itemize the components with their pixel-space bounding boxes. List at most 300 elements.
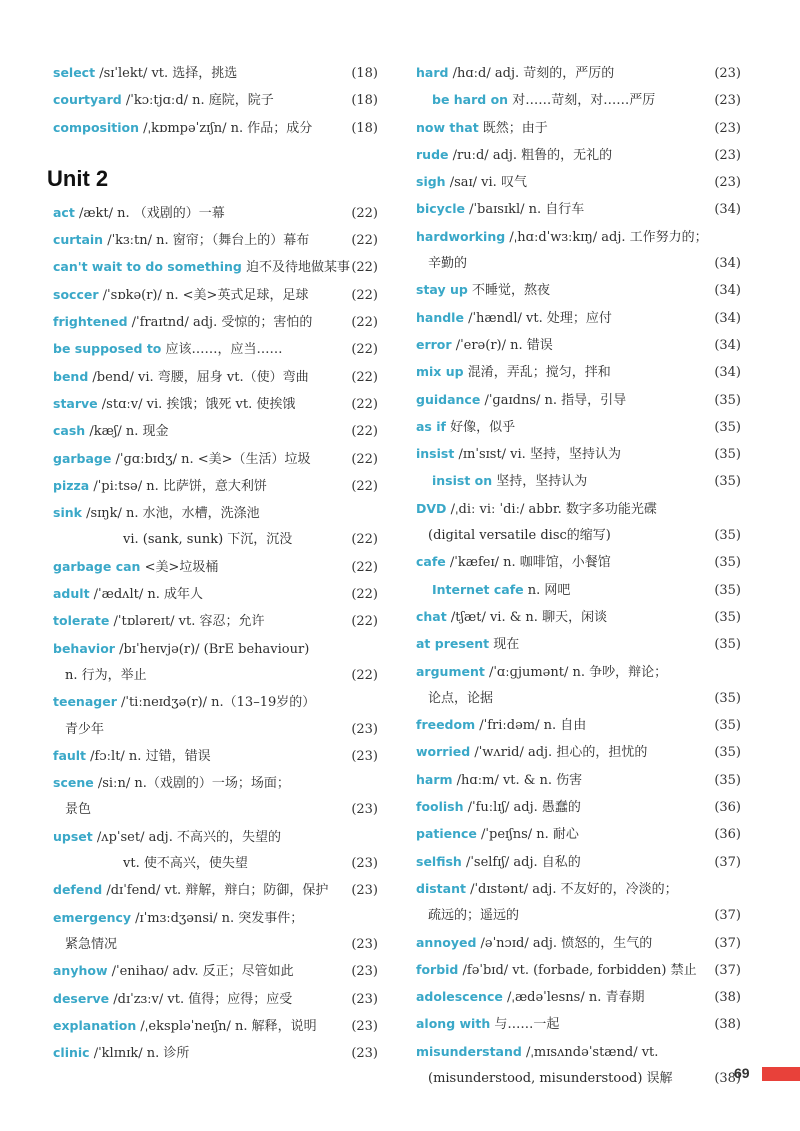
- definition: /hɑːm/ vt. & n. 伤害: [452, 772, 583, 788]
- definition-continuation: 疏远的；遥远的: [428, 908, 520, 924]
- entry-line: [416, 277, 701, 304]
- definition: /hɑːd/ adj. 苛刻的，严厉的: [448, 66, 615, 81]
- definition: /ˈɑːɡjumənt/ n. 争吵，辩论；: [484, 664, 668, 680]
- vocab-entry: [416, 1011, 741, 1038]
- page-reference: (37): [714, 935, 741, 951]
- headword: adult: [53, 586, 90, 602]
- definition: /ˌhɑːdˈwɜːkɪŋ/ adj. 工作努力的；: [505, 229, 708, 245]
- headword: now that: [416, 119, 479, 135]
- definition: <美>垃圾桶: [140, 559, 219, 575]
- definition: /ækt/ n. （戏剧的）一幕: [74, 205, 225, 221]
- vocab-entry: [416, 332, 741, 359]
- definition: /əˈnɔɪd/ adj. 愤怒的，生气的: [476, 935, 653, 951]
- headword: misunderstand: [416, 1043, 522, 1059]
- entry-line: [416, 60, 701, 87]
- entry-line: [416, 957, 701, 984]
- definition: /ˌmɪsʌndəˈstænd/ vt.: [521, 1044, 659, 1060]
- headword: be supposed to: [53, 341, 162, 357]
- definition: /saɪ/ vi. 叹气: [445, 175, 527, 191]
- headword: foolish: [416, 799, 464, 815]
- definition: 现在: [489, 637, 520, 653]
- entry-line: [416, 631, 701, 658]
- entry-line: [416, 604, 701, 631]
- page-reference: (22): [351, 287, 378, 303]
- definition: /dɪˈzɜːv/ vt. 值得；应得；应受: [109, 991, 293, 1007]
- vocab-entry: [416, 359, 741, 386]
- headword: clinic: [53, 1045, 90, 1061]
- entry-line: [416, 196, 701, 223]
- entry-line: [53, 227, 338, 254]
- vocab-entry: [416, 196, 741, 223]
- entry-line: [53, 364, 338, 391]
- entry-line: [416, 739, 701, 766]
- headword: hard: [416, 65, 449, 80]
- page-reference: (35): [714, 392, 741, 408]
- vocab-entry: [416, 169, 741, 196]
- vocab-entry: [416, 224, 741, 278]
- vocab-entry: [53, 87, 378, 114]
- vocab-entry: [416, 142, 741, 169]
- definition: /ɪnˈsɪst/ vi. 坚持，坚持认为: [454, 447, 621, 463]
- page-reference: (22): [351, 369, 378, 385]
- definition: /ˈfuːlɪʃ/ adj. 愚蠢的: [463, 800, 581, 816]
- headword: chat: [416, 608, 447, 624]
- page-reference: (23): [714, 120, 741, 136]
- entry-line: [416, 1011, 701, 1038]
- definition: /ˈhændl/ vt. 处理；应付: [463, 310, 612, 326]
- headword: garbage: [53, 450, 112, 466]
- vocab-entry: [53, 115, 378, 142]
- page-reference: (37): [714, 908, 741, 924]
- definition-continuation: n. 行为，举止: [65, 667, 147, 683]
- headword: rude: [416, 146, 449, 162]
- entry-line: [416, 496, 701, 523]
- entry-line: [53, 200, 338, 227]
- vocab-entry: [416, 549, 741, 576]
- page-number-block: [728, 1064, 800, 1084]
- definition: /kæʃ/ n. 现金: [85, 424, 169, 440]
- entry-line: [53, 1013, 338, 1040]
- headword: distant: [416, 880, 466, 896]
- headword: fault: [53, 747, 87, 763]
- page-reference: (22): [351, 315, 378, 331]
- definition: 不睡觉，熬夜: [467, 283, 550, 299]
- headword: frightened: [53, 314, 128, 330]
- definition: 对……苛刻，对……严厉: [508, 93, 656, 109]
- headword: along with: [416, 1016, 491, 1032]
- page-reference: (23): [714, 147, 741, 163]
- entry-line: [53, 336, 338, 363]
- entry-line: [53, 689, 338, 716]
- definition: /ɪˈmɜːdʒənsi/ n. 突发事件；: [131, 910, 304, 926]
- page-reference: (35): [714, 419, 741, 435]
- page-reference: (35): [714, 528, 741, 544]
- headword: insist on: [432, 473, 493, 489]
- definition: /ˈɡɑːbɪdʒ/ n. <美>（生活）垃圾: [111, 451, 311, 467]
- entry-line: [416, 1039, 701, 1066]
- entry-line: [416, 876, 701, 903]
- entry-line: [416, 359, 701, 386]
- definition: /ˈbaɪsɪkl/ n. 自行车: [464, 202, 585, 218]
- headword: behavior: [53, 640, 115, 656]
- entry-line: [416, 441, 701, 468]
- page-reference: (22): [351, 478, 378, 494]
- entry-line: [53, 554, 338, 581]
- vocab-entry: [53, 391, 378, 418]
- page-reference: (36): [714, 827, 741, 843]
- headword: sink: [53, 505, 82, 521]
- definition: /ruːd/ adj. 粗鲁的，无礼的: [448, 147, 613, 163]
- vocab-list-top: [53, 60, 378, 142]
- headword: act: [53, 204, 75, 220]
- definition: /sɪˈlekt/ vt. 选择，挑选: [95, 66, 238, 81]
- headword: guidance: [416, 391, 481, 407]
- definition: /ˈklɪnɪk/ n. 诊所: [89, 1046, 190, 1062]
- vocab-entry: [53, 309, 378, 336]
- headword: mix up: [416, 364, 464, 380]
- page-accent-bar: [762, 1067, 800, 1081]
- vocab-entry: [53, 689, 378, 743]
- headword: defend: [53, 882, 103, 898]
- vocab-entry: [416, 821, 741, 848]
- page-reference: (22): [351, 205, 378, 221]
- entry-line: [416, 115, 701, 142]
- page-reference: (34): [714, 283, 741, 299]
- page-reference: (35): [714, 690, 741, 706]
- page-reference: (23): [351, 1046, 378, 1062]
- page-reference: (22): [351, 233, 378, 249]
- page-reference: (35): [714, 474, 741, 490]
- page-reference: (35): [714, 447, 741, 463]
- page-reference: (22): [351, 532, 378, 548]
- page-reference: (22): [351, 260, 378, 276]
- vocab-entry: [53, 824, 378, 878]
- entry-line: [416, 849, 701, 876]
- headword: worried: [416, 744, 471, 760]
- page-reference: (36): [714, 800, 741, 816]
- entry-line: [53, 473, 338, 500]
- definition-continuation: 青少年: [65, 721, 105, 737]
- headword: garbage can: [53, 558, 141, 574]
- vocab-entry: [53, 1040, 378, 1067]
- definition: 迫不及待地做某事: [241, 260, 350, 276]
- definition: /bɪˈheɪvjə(r)/ (BrE behaviour): [114, 641, 310, 657]
- headword: freedom: [416, 717, 476, 733]
- vocab-entry: [416, 87, 741, 114]
- entry-line: [53, 87, 338, 114]
- page-reference: (23): [714, 66, 741, 81]
- vocab-entry: [416, 849, 741, 876]
- page-reference: (23): [351, 748, 378, 764]
- definition-continuation: 景色: [65, 802, 92, 818]
- definition: /fəˈbɪd/ vt. (forbade, forbidden) 禁止: [458, 962, 697, 978]
- vocab-entry: [53, 770, 378, 824]
- definition: /ˈenihaʊ/ adv. 反正；尽管如此: [107, 964, 294, 980]
- definition: /ˈkæfeɪ/ n. 咖啡馆，小餐馆: [445, 555, 611, 571]
- entry-line: [53, 115, 338, 142]
- vocab-entry: [416, 659, 741, 713]
- entry-line: [416, 821, 701, 848]
- entry-line: [53, 958, 338, 985]
- entry-line: [53, 309, 338, 336]
- page-reference: (22): [351, 396, 378, 412]
- page-reference: (23): [351, 721, 378, 737]
- page-reference: (22): [351, 451, 378, 467]
- definition: 与……一起: [490, 1017, 560, 1033]
- vocab-entry: [416, 984, 741, 1011]
- headword: curtain: [53, 232, 104, 248]
- headword: soccer: [53, 286, 99, 302]
- definition: /ˈfraɪtnd/ adj. 受惊的；害怕的: [127, 315, 313, 331]
- vocab-entry: [416, 631, 741, 658]
- page-reference: (22): [351, 424, 378, 440]
- entry-line: [53, 581, 338, 608]
- definition: /ˈwʌrid/ adj. 担心的，担忧的: [470, 745, 648, 761]
- headword: adolescence: [416, 989, 503, 1005]
- definition: 混淆，弄乱；搅匀，拌和: [463, 365, 611, 381]
- headword: at present: [416, 636, 490, 652]
- vocab-entry: [416, 794, 741, 821]
- headword: cafe: [416, 554, 446, 570]
- vocab-entry: [416, 604, 741, 631]
- entry-line: [416, 169, 701, 196]
- headword: bicycle: [416, 201, 465, 217]
- definition: /dɪˈfend/ vt. 辩解，辩白；防御，保护: [102, 883, 329, 899]
- definition: /sɪŋk/ n. 水池，水槽，洗涤池: [81, 506, 260, 522]
- entry-line: [53, 60, 338, 87]
- page-reference: (23): [714, 93, 741, 109]
- entry-line: [416, 468, 701, 495]
- vocab-entry: [416, 930, 741, 957]
- headword: selfish: [416, 853, 462, 869]
- vocab-entry: [416, 305, 741, 332]
- entry-line: [416, 794, 701, 821]
- page-reference: (35): [714, 718, 741, 734]
- headword: composition: [53, 119, 140, 135]
- vocab-entry: [53, 636, 378, 690]
- vocab-entry: [416, 414, 741, 441]
- entry-line: [416, 87, 701, 114]
- vocab-entry: [416, 496, 741, 550]
- vocab-entry: [416, 468, 741, 495]
- headword: Internet cafe: [432, 581, 524, 597]
- definition-continuation: 辛勤的: [428, 256, 468, 272]
- headword: emergency: [53, 909, 132, 925]
- page-reference: (23): [351, 1018, 378, 1034]
- vocab-entry: [416, 387, 741, 414]
- vocab-entry: [416, 739, 741, 766]
- vocab-entry: [416, 876, 741, 930]
- right-column: [416, 60, 741, 1092]
- vocab-entry: [53, 336, 378, 363]
- page-reference: (34): [714, 337, 741, 353]
- vocab-entry: [53, 364, 378, 391]
- definition: /fɔːlt/ n. 过错，错误: [86, 748, 211, 764]
- headword: explanation: [53, 1017, 137, 1033]
- vocab-entry: [53, 500, 378, 554]
- page-reference: (37): [714, 962, 741, 978]
- page-reference: (22): [351, 587, 378, 603]
- page-reference: (22): [351, 559, 378, 575]
- vocab-entry: [53, 581, 378, 608]
- vocab-list-unit2: [53, 200, 378, 1068]
- entry-line: [53, 391, 338, 418]
- definition: /ˈerə(r)/ n. 错误: [451, 337, 553, 353]
- headword: argument: [416, 663, 485, 679]
- vocab-list-right: [416, 60, 741, 1092]
- entry-line: [53, 282, 338, 309]
- entry-line: [53, 446, 338, 473]
- definition: /ˈkɜːtn/ n. 窗帘；（舞台上的）幕布: [103, 233, 310, 249]
- vocab-entry: [416, 577, 741, 604]
- page-number: 69: [734, 1065, 750, 1081]
- page-reference: (35): [714, 609, 741, 625]
- entry-line: [416, 577, 701, 604]
- headword: stay up: [416, 282, 468, 298]
- definition: /bend/ vi. 弯腰，屈身 vt.（使）弯曲: [88, 369, 309, 385]
- page-reference: (23): [351, 856, 378, 872]
- entry-line: [416, 659, 701, 686]
- page-reference: (38): [714, 1017, 741, 1033]
- definition: /ˈdɪstənt/ adj. 不友好的，冷淡的；: [465, 881, 678, 897]
- headword: be hard on: [432, 92, 509, 108]
- headword: harm: [416, 771, 453, 787]
- vocab-entry: [53, 60, 378, 87]
- vocab-entry: [416, 712, 741, 739]
- definition: /ˈtiːneɪdʒə(r)/ n.（13–19岁的）: [116, 695, 316, 711]
- headword: pizza: [53, 477, 90, 493]
- headword: forbid: [416, 961, 459, 977]
- entry-line: [416, 332, 701, 359]
- definition-continuation: vi. (sank, sunk) 下沉，沉没: [123, 532, 293, 548]
- headword: bend: [53, 368, 89, 384]
- headword: cash: [53, 423, 86, 439]
- definition: /ˈkɔːtjɑːd/ n. 庭院，院子: [121, 93, 274, 109]
- headword: as if: [416, 418, 446, 434]
- headword: tolerate: [53, 613, 110, 629]
- page-reference: (34): [714, 202, 741, 218]
- page-reference: (22): [351, 342, 378, 358]
- definition: 坚持，坚持认为: [492, 474, 588, 490]
- entry-line: [53, 500, 338, 527]
- vocab-entry: [416, 441, 741, 468]
- entry-line: [416, 305, 701, 332]
- page-reference: (23): [351, 936, 378, 952]
- entry-line: [53, 824, 338, 851]
- definition-continuation: 论点，论据: [428, 690, 494, 706]
- definition: n. 网吧: [523, 582, 571, 598]
- headword: handle: [416, 309, 464, 325]
- definition: /ˈselfɪʃ/ adj. 自私的: [461, 854, 581, 870]
- page-reference: (35): [714, 582, 741, 598]
- entry-line: [416, 142, 701, 169]
- headword: can't wait to do something: [53, 259, 242, 275]
- definition-continuation: (digital versatile disc的缩写): [428, 528, 611, 544]
- headword: hardworking: [416, 228, 506, 244]
- page-reference: (38): [714, 990, 741, 1006]
- definition: /ʌpˈset/ adj. 不高兴的，失望的: [92, 829, 281, 845]
- entry-line: [416, 712, 701, 739]
- headword: courtyard: [53, 92, 122, 108]
- page-reference: (35): [714, 637, 741, 653]
- vocab-entry: [416, 115, 741, 142]
- page-reference: (18): [351, 120, 378, 136]
- definition: 好像，似乎: [445, 419, 516, 435]
- entry-line: [53, 986, 338, 1013]
- page-reference: (22): [351, 667, 378, 683]
- vocab-entry: [416, 60, 741, 87]
- definition: /ˈtɒləreɪt/ vt. 容忍；允许: [109, 614, 265, 630]
- definition: 应该……，应当……: [161, 342, 283, 358]
- vocab-entry: [53, 200, 378, 227]
- vocab-entry: [53, 282, 378, 309]
- definition-continuation: 紧急情况: [65, 936, 118, 952]
- entry-line: [416, 984, 701, 1011]
- definition: /tʃæt/ vi. & n. 聊天，闲谈: [446, 609, 608, 625]
- headword: scene: [53, 775, 94, 791]
- headword: deserve: [53, 990, 110, 1006]
- page-reference: (23): [351, 883, 378, 899]
- definition: /ˈpeɪʃns/ n. 耐心: [476, 827, 579, 843]
- definition: /siːn/ n.（戏剧的）一场；场面；: [93, 776, 290, 792]
- vocab-entry: [416, 277, 741, 304]
- definition: /ˌdiː viː ˈdiː/ abbr. 数字多功能光碟: [446, 501, 657, 517]
- page-reference: (18): [351, 93, 378, 109]
- vocab-entry: [53, 986, 378, 1013]
- definition: /ˌekspləˈneɪʃn/ n. 解释，说明: [136, 1018, 317, 1034]
- entry-line: [53, 770, 338, 797]
- page-reference: (23): [351, 802, 378, 818]
- vocab-entry: [53, 905, 378, 959]
- page-reference: (34): [714, 256, 741, 272]
- definition: /ˈpiːtsə/ n. 比萨饼，意大利饼: [89, 478, 267, 494]
- entry-line: [416, 224, 708, 251]
- entry-line: [53, 254, 350, 281]
- definition-continuation: vt. 使不高兴，使失望: [123, 856, 248, 872]
- headword: DVD: [416, 500, 447, 516]
- vocab-entry: [53, 1013, 378, 1040]
- definition-continuation: (misunderstood, misunderstood) 误解: [428, 1070, 673, 1086]
- entry-line: [416, 767, 701, 794]
- definition: 既然；由于: [478, 120, 548, 136]
- headword: patience: [416, 826, 477, 842]
- headword: upset: [53, 828, 93, 844]
- entry-line: [53, 1040, 338, 1067]
- headword: sigh: [416, 174, 446, 190]
- page-reference: (35): [714, 772, 741, 788]
- entry-line: [53, 636, 338, 663]
- entry-line: [53, 905, 338, 932]
- page-reference: (22): [351, 614, 378, 630]
- vocab-entry: [53, 608, 378, 635]
- page-reference: (23): [351, 991, 378, 1007]
- vocab-entry: [416, 1039, 741, 1093]
- definition: /ˈfriːdəm/ n. 自由: [475, 718, 587, 734]
- definition: /ˌkɒmpəˈzɪʃn/ n. 作品；成分: [139, 120, 313, 136]
- entry-line: [416, 387, 701, 414]
- unit-title: Unit 2: [47, 165, 109, 191]
- vocab-entry: [416, 767, 741, 794]
- page-reference: (37): [714, 854, 741, 870]
- definition: /ˈædʌlt/ n. 成年人: [89, 587, 204, 603]
- vocab-entry: [53, 877, 378, 904]
- page-reference: (23): [714, 175, 741, 191]
- page-reference: (35): [714, 745, 741, 761]
- entry-line: [53, 608, 338, 635]
- vocab-entry: [53, 418, 378, 445]
- page-reference: (34): [714, 310, 741, 326]
- vocab-entry: [53, 473, 378, 500]
